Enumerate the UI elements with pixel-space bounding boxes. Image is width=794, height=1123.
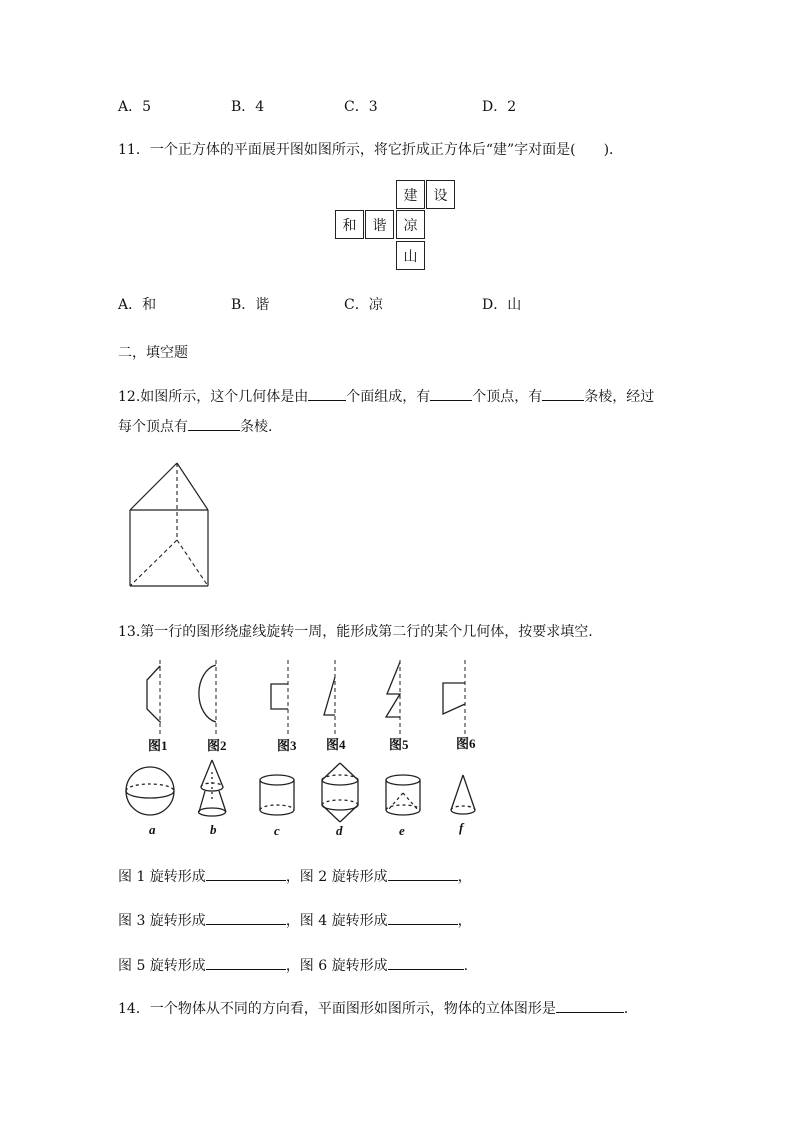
q11-option-d: D．山 [482,297,522,313]
q13-text-end3: . [463,958,469,974]
q11-option-a: A．和 [118,297,157,313]
q13-blank-fig4[interactable] [388,912,458,925]
q12-text-1: 12.如图所示，这个几何体是由 [118,389,309,405]
q10-option-c: C．3 [344,99,378,115]
q10-option-b: B．4 [231,99,265,115]
solid-c-cylinder [260,775,294,815]
solid-label-b: b [210,822,217,837]
q13-stem: 13.第一行的图形绕虚线旋转一周，能形成第二行的某个几何体，按要求填空. [118,624,593,640]
q12-text-3: 个顶点，有 [472,389,543,405]
q13-blank-fig2[interactable] [388,868,458,881]
q13-answer-line3 [118,955,468,975]
fig1-shape [147,666,161,722]
q10-option-a: A．5 [118,99,152,115]
q12-text-5: 每个顶点有 [118,419,188,435]
q13-blank-fig5[interactable] [206,957,286,970]
net-cell-xie: 谐 [365,210,394,239]
net-cell-jian: 建 [396,180,425,209]
q12-text-4: 条棱，经过 [584,389,655,405]
q14-stem [118,998,638,1018]
solid-label-f: f [459,820,464,835]
solid-e-cylinder-with-cone [386,775,420,815]
q13-text-fig4: ，图 4 旋转形成 [285,913,388,929]
net-cell-he: 和 [335,210,364,239]
net-cell-she: 设 [426,180,455,209]
q13-text-end1: ， [457,869,472,885]
fig2-shape [199,665,216,722]
solid-a-sphere [126,767,174,815]
q11-option-c: C．凉 [344,297,383,313]
fig2-label: 图2 [207,738,227,753]
solid-label-c: c [274,823,280,838]
solid-label-e: e [399,823,405,838]
net-cell-liang: 凉 [396,210,425,239]
q13-answer-line2 [118,910,472,930]
q14-text: 14．一个物体从不同的方向看，平面图形如图所示，物体的立体图形是 [118,1001,556,1017]
fig3-shape [271,684,288,709]
q13-blank-fig6[interactable] [388,957,464,970]
solid-d-cylinder-with-cones [322,763,358,822]
q13-text-fig6: ，图 6 旋转形成 [285,958,388,974]
fig6-label: 图6 [456,736,476,751]
section-title: 二，填空题 [118,345,188,361]
solid-label-a: a [149,822,156,837]
q13-blank-fig3[interactable] [206,912,286,925]
q12-text-6: 条棱. [240,419,273,435]
q13-text-fig2: ，图 2 旋转形成 [285,869,388,885]
q14-end: ． [623,1001,638,1017]
solid-f-cone [451,775,475,814]
fig5-shape [386,662,400,717]
q11-option-b: B．谐 [231,297,270,313]
solid-label-d: d [336,823,343,838]
q13-answer-line1 [118,866,472,886]
q14-blank[interactable] [556,1000,624,1013]
fig1-label: 图1 [148,738,168,753]
fig3-label: 图3 [277,738,297,753]
q13-text-fig5: 图 5 旋转形成 [118,958,206,974]
fig4-shape [324,677,335,715]
q11-stem: 11．一个正方体的平面展开图如图所示，将它折成正方体后“建”字对面是( )． [118,142,624,158]
q12-text-2: 个面组成，有 [346,389,431,405]
solid-b-double-cone [199,760,227,816]
q10-option-d: D．2 [482,99,517,115]
q13-blank-fig1[interactable] [206,868,286,881]
fig6-shape [443,683,465,714]
fig4-label: 图4 [326,737,346,752]
q13-text-fig3: 图 3 旋转形成 [118,913,206,929]
fig5-label: 图5 [389,737,409,752]
q13-text-end2: ， [457,913,472,929]
net-cell-shan: 山 [396,241,425,270]
q13-text-fig1: 图 1 旋转形成 [118,869,206,885]
